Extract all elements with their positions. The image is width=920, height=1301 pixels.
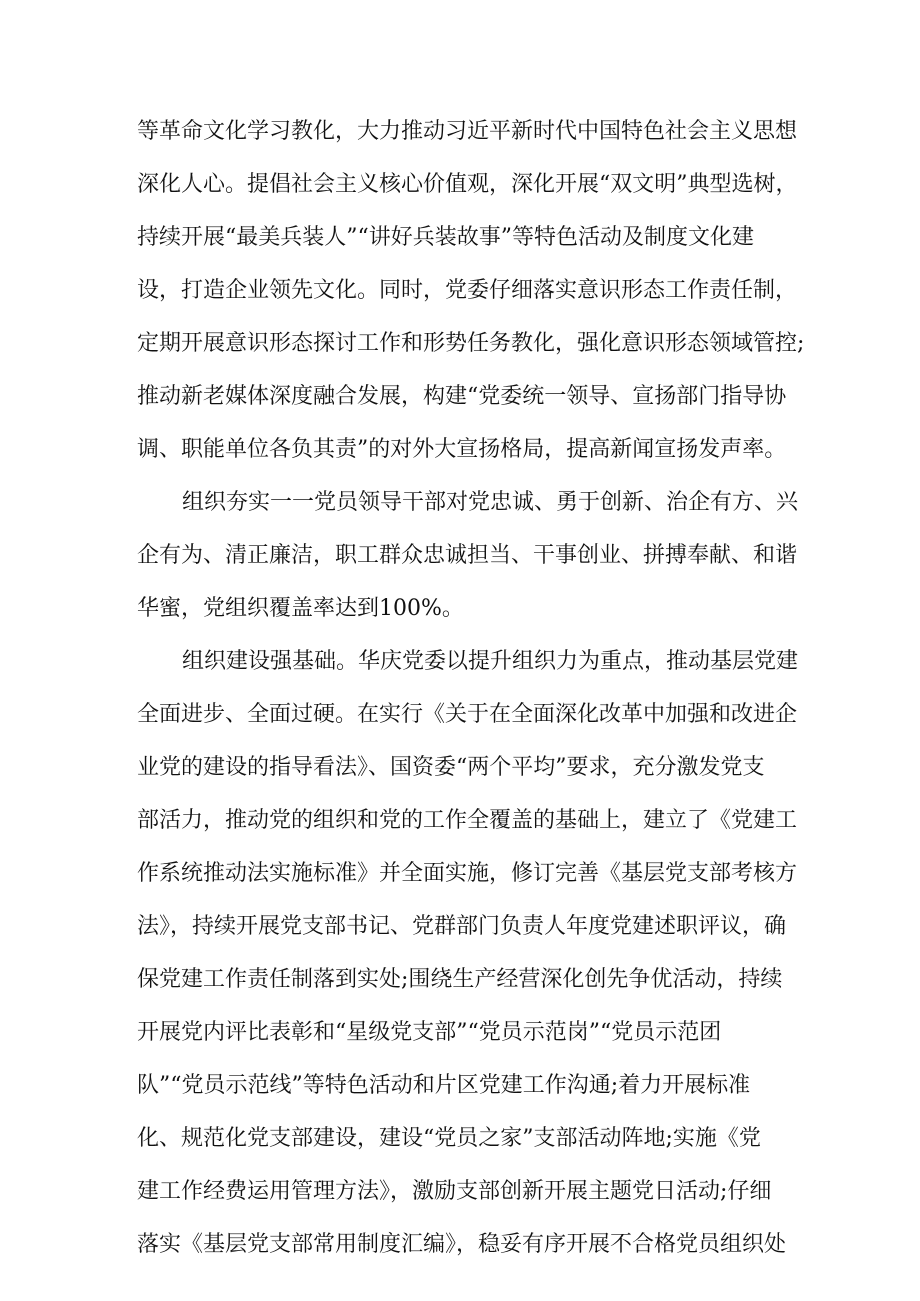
text-line: 企有为、清正廉洁，职工群众忠诚担当、干事创业、拼搏奉献、和谐 bbox=[137, 543, 798, 568]
text-line: 推动新老媒体深度融合发展，构建“党委统一领导、宣扬部门指导协 bbox=[137, 384, 787, 409]
paragraph-first-line: 组织建设强基础。华庆党委以提升组织力为重点，推动基层党建 bbox=[182, 649, 799, 674]
text-line: 部活力，推动党的组织和党的工作全覆盖的基础上，建立了《党建工 bbox=[137, 808, 798, 833]
text-line: 队”“党员示范线”等特色活动和片区党建工作沟通;着力开展标准 bbox=[137, 1073, 751, 1098]
text-line: 法》，持续开展党支部书记、党群部门负责人年度党建述职评议，确 bbox=[137, 914, 787, 939]
text-line: 定期开展意识形态探讨工作和形势任务教化，强化意识形态领域管控; bbox=[137, 331, 805, 356]
text-line: 持续开展“最美兵装人”“讲好兵装故事”等特色活动及制度文化建 bbox=[137, 225, 754, 250]
text-line: 调、职能单位各负其责”的对外大宣扬格局，提高新闻宣扬发声率。 bbox=[137, 437, 787, 462]
text-line: 全面进步、全面过硬。在实行《关于在全面深化改革中加强和改进企 bbox=[137, 702, 798, 727]
text-line: 作系统推动法实施标准》并全面实施，修订完善《基层党支部考核方 bbox=[137, 861, 798, 886]
text-line: 深化人心。提倡社会主义核心价值观，深化开展“双文明”典型选树， bbox=[137, 172, 798, 197]
text-line: 华蜜，党组织覆盖率达到100%。 bbox=[137, 596, 464, 621]
text-line: 建工作经费运用管理方法》，激励支部创新开展主题党日活动;仔细 bbox=[137, 1179, 772, 1204]
text-line: 等革命文化学习教化，大力推动习近平新时代中国特色社会主义思想 bbox=[137, 119, 798, 144]
text-line: 落实《基层党支部常用制度汇编》，稳妥有序开展不合格党员组织处 bbox=[137, 1232, 787, 1257]
text-line: 业党的建设的指导看法》、国资委“两个平均”要求，充分激发党支 bbox=[137, 755, 765, 780]
text-line: 化、规范化党支部建设，建设“党员之家”支部活动阵地;实施《党 bbox=[137, 1126, 761, 1151]
text-line: 开展党内评比表彰和“星级党支部”“党员示范岗”“党员示范团 bbox=[137, 1020, 722, 1045]
paragraph-first-line: 组织夯实一一党员领导干部对党忠诚、勇于创新、治企有方、兴 bbox=[182, 490, 799, 515]
text-line: 保党建工作责任制落到实处;围绕生产经营深化创先争优活动，持续 bbox=[137, 967, 783, 992]
text-line: 设，打造企业领先文化。同时，党委仔细落实意识形态工作责任制， bbox=[137, 278, 798, 303]
